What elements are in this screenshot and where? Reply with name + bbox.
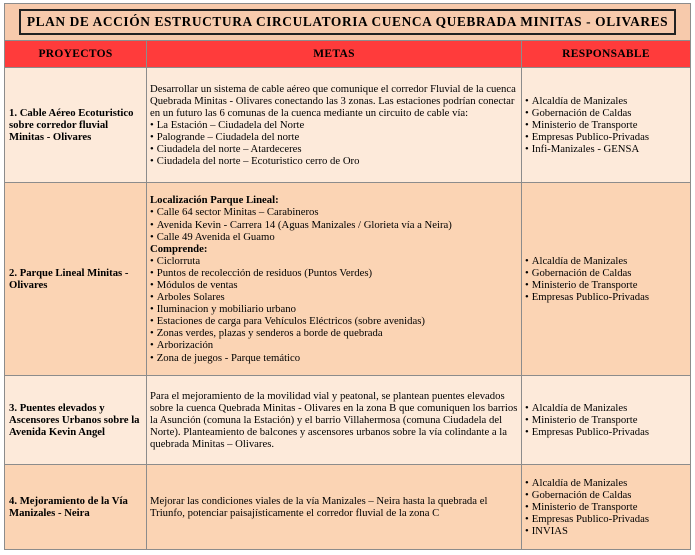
table-row <box>5 183 691 376</box>
list-item: • INVIAS <box>525 525 687 537</box>
responsible-list <box>525 95 687 155</box>
table-row <box>5 465 691 550</box>
list-item: • Módulos de ventas <box>150 279 518 291</box>
list-item: • Iluminacion y mobiliario urbano <box>150 303 518 315</box>
plan-title: PLAN DE ACCIÓN ESTRUCTURA CIRCULATORIA CUENCA QUEBRADA MINITAS - OLIVARES <box>19 9 676 35</box>
metas-cell <box>147 68 522 183</box>
responsible-cell <box>522 376 691 465</box>
project-cell: 2. Parque Lineal Minitas - Olivares <box>5 183 147 376</box>
list-item: • Calle 64 sector Minitas – Carabineros <box>150 206 518 218</box>
list-item: • Ministerio de Transporte <box>525 119 687 131</box>
metas-cell <box>147 183 522 376</box>
list-item: • Alcaldía de Manizales <box>525 402 687 414</box>
list-item: • Alcaldía de Manizales <box>525 255 687 267</box>
title-cell <box>5 4 691 41</box>
metas-cell: Para el mejoramiento de la movilidad vial y peatonal, se plantean puentes elevados sobre la cuenca Quebrada Minitas - Olivares en la zona B que comuniquen los barrios la Asunción (comuna la Estación) y el barrio Villahermosa (comuna Ciudadela del Norte). Planteamiento de balcones y ascensores urbanos sobre la vía colindante a la quebrada Minitas – Olivares. <box>147 376 522 465</box>
list-item: • Palogrande – Ciudadela del norte <box>150 131 518 143</box>
project-cell: 4. Mejoramiento de la Vía Manizales - Neira <box>5 465 147 550</box>
list-item: • Zonas verdes, plazas y senderos a borde de quebrada <box>150 327 518 339</box>
list-item: • Avenida Kevin - Carrera 14 (Aguas Manizales / Glorieta vía a Neira) <box>150 219 518 231</box>
metas-list <box>150 206 518 242</box>
list-item: • Empresas Publico-Privadas <box>525 426 687 438</box>
list-item: • Ciudadela del norte – Atardeceres <box>150 143 518 155</box>
project-cell: 1. Cable Aéreo Ecoturistico sobre corredor fluvial Minitas - Olivares <box>5 68 147 183</box>
header-responsable: RESPONSABLE <box>522 41 691 68</box>
list-item: • Arboles Solares <box>150 291 518 303</box>
list-item: • Ministerio de Transporte <box>525 279 687 291</box>
list-item: • Empresas Publico-Privadas <box>525 291 687 303</box>
list-item: • Gobernación de Caldas <box>525 267 687 279</box>
list-item: • La Estación – Ciudadela del Norte <box>150 119 518 131</box>
list-item: • Arborización <box>150 339 518 351</box>
header-proyectos: PROYECTOS <box>5 41 147 68</box>
responsible-list <box>525 477 687 537</box>
list-item: • Alcaldía de Manizales <box>525 95 687 107</box>
list-item: • Puntos de recolección de residuos (Puntos Verdes) <box>150 267 518 279</box>
list-item: • Gobernación de Caldas <box>525 107 687 119</box>
action-plan-table <box>4 3 691 550</box>
metas-list <box>150 255 518 364</box>
list-item: • Zona de juegos - Parque temático <box>150 352 518 364</box>
metas-intro: Desarrollar un sistema de cable aéreo que comunique el corredor Fluvial de la cuenca Quebrada Minitas - Olivares conectando las 3 zonas. Las estaciones podrían conectar en un futuro las 6 comunas de la cuenca mediante un circuito de cable vía: <box>150 82 516 119</box>
metas-subheading: Localización Parque Lineal: <box>150 194 279 207</box>
list-item: • Gobernación de Caldas <box>525 489 687 501</box>
list-item: • Calle 49 Avenida el Guamo <box>150 231 518 243</box>
header-metas: METAS <box>147 41 522 68</box>
table-row <box>5 68 691 183</box>
list-item: • Ciclorruta <box>150 255 518 267</box>
list-item: • Ciudadela del norte – Ecoturistico cerro de Oro <box>150 155 518 167</box>
table-row <box>5 376 691 465</box>
responsible-list <box>525 402 687 438</box>
responsible-cell <box>522 183 691 376</box>
list-item: • Empresas Publico-Privadas <box>525 513 687 525</box>
metas-subheading: Comprende: <box>150 242 208 255</box>
list-item: • Ministerio de Transporte <box>525 501 687 513</box>
project-cell: 3. Puentes elevados y Ascensores Urbanos sobre la Avenida Kevin Angel <box>5 376 147 465</box>
list-item: • Ministerio de Transporte <box>525 414 687 426</box>
responsible-cell <box>522 465 691 550</box>
metas-cell: Mejorar las condiciones viales de la vía Manizales – Neira hasta la quebrada el Triunfo, potenciar paisajísticamente el corredor fluvial de la zona C <box>147 465 522 550</box>
responsible-cell <box>522 68 691 183</box>
list-item: • Empresas Publico-Privadas <box>525 131 687 143</box>
list-item: • Infi-Manizales - GENSA <box>525 143 687 155</box>
metas-list <box>150 119 518 167</box>
list-item: • Alcaldía de Manizales <box>525 477 687 489</box>
list-item: • Estaciones de carga para Vehículos Eléctricos (sobre avenidas) <box>150 315 518 327</box>
responsible-list <box>525 255 687 303</box>
